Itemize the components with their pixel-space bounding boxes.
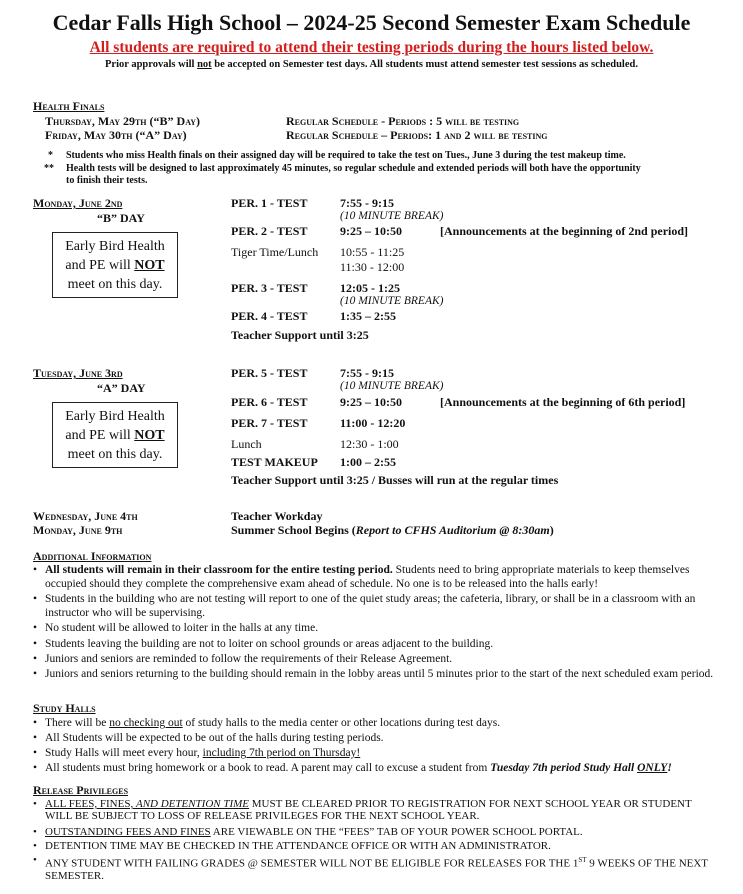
study-halls-heading: Study Halls: [33, 701, 96, 715]
list-item-text: All Students will be expected to be out of the halls during testing periods.: [45, 732, 384, 744]
monday-row-time: 10:55 - 11:25: [340, 245, 405, 259]
bullet: •: [33, 668, 38, 680]
list-item-text: All students will remain in their classroom for the entire testing period. Students need to bring appropriate materials to keep themselves occupied should they complete the comprehensive exam ahead of schedule. No one is to be released into the halls early!: [45, 564, 690, 590]
bullet: •: [33, 762, 38, 774]
tuesday-break: (10 MINUTE BREAK): [340, 380, 444, 392]
monday-day-letter: “B” DAY: [97, 211, 145, 225]
tuesday-row-time: 12:30 - 1:00: [340, 437, 399, 451]
tuesday-row-time: 9:25 – 10:50: [340, 395, 402, 409]
list-item-text: ANY STUDENT WITH FAILING GRADES @ SEMESTER WILL NOT BE ELIGIBLE FOR RELEASES FOR THE 1ST 9 WEEKS OF THE NEXT SEMESTER.: [45, 856, 708, 882]
bullet: •: [33, 798, 37, 810]
bullet: •: [33, 854, 37, 866]
health-day-1: Thursday, May 29th (“B” Day): [45, 114, 201, 128]
tuesday-date: Tuesday, June 3rd: [33, 366, 123, 380]
monday-teacher-support: Teacher Support until 3:25: [231, 328, 369, 342]
additional-info-heading: Additional Information: [33, 549, 152, 563]
bullet: •: [33, 732, 38, 744]
bullet: •: [33, 564, 38, 576]
bullet: •: [33, 622, 38, 634]
monday-june9-date: Monday, June 9th: [33, 523, 123, 537]
bullet: •: [33, 840, 37, 852]
tuesday-early-bird-box: [52, 402, 178, 468]
bullet: •: [33, 638, 38, 650]
list-item-text: No student will be allowed to loiter in the halls at any time.: [45, 622, 319, 634]
health-desc-2: Regular Schedule – Periods: 1 and 2 will be testing: [286, 128, 548, 142]
monday-row-time: 9:25 – 10:50: [340, 224, 402, 238]
box-line: and PE will NOT: [65, 258, 165, 273]
list-item-text: Study Halls will meet every hour, including 7th period on Thursday!: [45, 747, 361, 759]
monday-row-label: PER. 4 - TEST: [231, 309, 308, 323]
list-item-text: ALL FEES, FINES, AND DETENTION TIME MUST BE CLEARED PRIOR TO REGISTRATION FOR NEXT SCHOOL YEAR OR STUDENT WILL BE SUBJECT TO LOSS OF RELEASE PRIVILEGES FOR THE NEXT SCHOOL YEAR.: [45, 798, 692, 822]
monday-row-label: PER. 3 - TEST: [231, 281, 308, 295]
monday-row-time: 12:05 - 1:25: [340, 281, 400, 295]
wednesday-date: Wednesday, June 4th: [33, 509, 138, 523]
list-item-text: OUTSTANDING FEES AND FINES ARE VIEWABLE ON THE “FEES” TAB OF YOUR POWER SCHOOL PORTAL.: [45, 826, 583, 838]
tuesday-row-time: 11:00 - 12:20: [340, 416, 406, 430]
tuesday-row-time: 1:00 – 2:55: [340, 455, 396, 469]
box-line: and PE will NOT: [65, 428, 165, 443]
health-note-mark-2: **: [44, 163, 54, 174]
bullet: •: [33, 826, 37, 838]
list-item-text: Students in the building who are not testing will report to one of the quiet study areas; the cafeteria, library, or shall be in a classroom with an instructor who will be supervising.: [45, 593, 696, 619]
monday-date: Monday, June 2nd: [33, 196, 123, 210]
wednesday-desc: Teacher Workday: [231, 509, 323, 523]
health-desc-1: Regular Schedule - Periods : 5 will be testing: [286, 114, 520, 128]
box-line: meet on this day.: [67, 277, 163, 292]
tuesday-day-letter: “A” DAY: [97, 381, 146, 395]
tuesday-row-label: PER. 7 - TEST: [231, 416, 308, 430]
health-note-3: to finish their tests.: [66, 175, 148, 186]
list-item: [33, 798, 723, 824]
monday-row-label: PER. 2 - TEST: [231, 224, 308, 238]
tuesday-row-label: TEST MAKEUP: [231, 455, 318, 469]
attendance-warning: All students are required to attend their testing periods during the hours listed below.: [89, 39, 654, 56]
monday-break: (10 MINUTE BREAK): [340, 210, 444, 222]
tuesday-row-time: 7:55 - 9:15: [340, 366, 394, 380]
list-item: [33, 563, 723, 591]
box-line: meet on this day.: [67, 447, 163, 462]
monday-row-label: Tiger Time/Lunch: [231, 245, 319, 259]
release-privileges-heading: Release Privileges: [33, 783, 129, 797]
tuesday-teacher-support: Teacher Support until 3:25 / Busses will run at the regular times: [231, 473, 559, 487]
bullet: •: [33, 717, 38, 729]
list-item-text: There will be no checking out of study halls to the media center or other locations during test days.: [45, 717, 501, 729]
monday-row-label: PER. 1 - TEST: [231, 196, 308, 210]
health-note-mark-1: *: [48, 150, 53, 161]
tuesday-row-label: PER. 6 - TEST: [231, 395, 308, 409]
box-line: Early Bird Health: [65, 239, 165, 254]
summer-school-desc: Summer School Begins (Report to CFHS Auditorium @ 8:30am): [231, 523, 554, 537]
health-note-2: Health tests will be designed to last approximately 45 minutes, so regular schedule and extended periods will both have the opportunity: [66, 163, 641, 174]
bullet: •: [33, 653, 38, 665]
list-item-text: Juniors and seniors returning to the building should remain in the lobby areas until 5 minutes prior to the start of the next scheduled exam period.: [45, 668, 714, 680]
approval-note: Prior approvals will not be accepted on Semester test days. All students must attend semester test sessions as scheduled.: [105, 59, 638, 70]
bullet: •: [33, 747, 38, 759]
list-item-text: Juniors and seniors are reminded to follow the requirements of their Release Agreement.: [45, 653, 453, 665]
monday-announcement: [Announcements at the beginning of 2nd period]: [440, 224, 689, 238]
monday-row-time: 7:55 - 9:15: [340, 196, 394, 210]
list-item-text: DETENTION TIME MAY BE CHECKED IN THE ATTENDANCE OFFICE OR WITH AN ADMINISTRATOR.: [45, 840, 551, 852]
health-day-2: Friday, May 30th (“A” Day): [45, 128, 187, 142]
tuesday-row-label: PER. 5 - TEST: [231, 366, 308, 380]
bullet: •: [33, 593, 38, 605]
tuesday-announcement: [Announcements at the beginning of 6th period]: [440, 395, 686, 409]
list-item-text: Students leaving the building are not to loiter on school grounds or areas adjacent to the building.: [45, 638, 494, 650]
health-finals-heading: Health Finals: [33, 99, 105, 113]
health-note-1: Students who miss Health finals on their assigned day will be required to take the test on Tues., June 3 during the test makeup time.: [66, 150, 626, 161]
monday-row-time: 11:30 - 12:00: [340, 260, 405, 274]
monday-break: (10 MINUTE BREAK): [340, 295, 444, 307]
list-item: [33, 592, 723, 620]
monday-row-time: 1:35 – 2:55: [340, 309, 396, 323]
box-line: Early Bird Health: [65, 409, 165, 424]
monday-early-bird-box: [52, 232, 178, 298]
list-item-text: All students must bring homework or a book to read. A parent may call to excuse a student from Tuesday 7th period Study Hall ONLY!: [45, 762, 672, 774]
tuesday-row-label: Lunch: [231, 437, 262, 451]
page-title: Cedar Falls High School – 2024-25 Second Semester Exam Schedule: [52, 10, 691, 35]
